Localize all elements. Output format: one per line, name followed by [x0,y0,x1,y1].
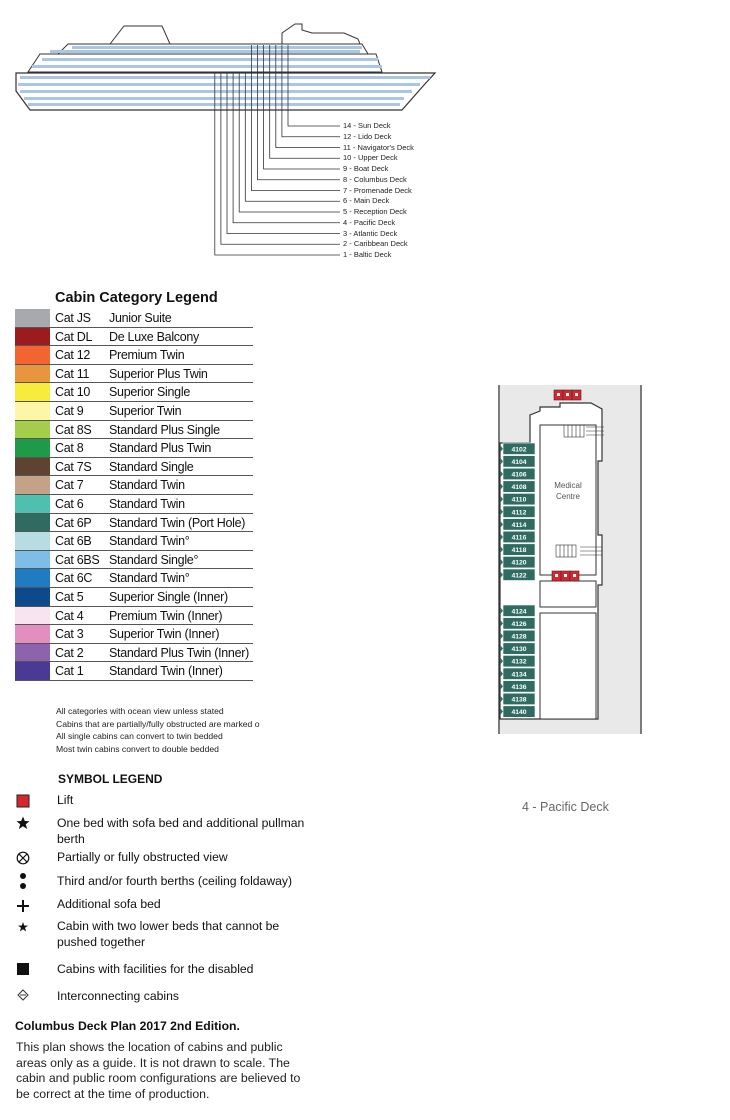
category-swatch [15,402,50,420]
category-swatch [15,495,50,513]
deck-label: 4 - Pacific Deck [343,217,396,227]
cabin-number: 4130 [511,646,527,654]
legend-row [15,439,253,458]
deck-label: 5 - Reception Deck [343,207,407,216]
black-square-icon [13,959,33,979]
category-name: Superior Twin (Inner) [109,627,220,642]
category-code: Cat 5 [55,590,84,604]
plus-icon [13,896,33,916]
category-code: Cat 4 [55,608,84,623]
deck-label: 2 - Caribbean Deck [343,239,408,249]
category-swatch [15,365,50,383]
legend-row [15,551,253,570]
note-obstructed: Cabins that are partially/fully obstructed are marked o [56,718,260,729]
category-swatch [15,514,50,532]
cabin-number: 4110 [511,496,527,504]
category-code: Cat 11 [55,366,90,381]
category-code: Cat 6B [55,534,92,549]
cabin-number: 4122 [511,572,527,580]
category-name: Standard Single° [109,552,199,567]
legend-row [15,383,253,402]
category-name: Superior Single [109,385,190,400]
asterisk-icon [13,917,33,937]
legend-row [15,607,253,626]
category-swatch [15,625,50,643]
category-code: Cat 2 [55,645,84,660]
two-dots-icon [13,871,33,891]
mid-superstructure [28,54,382,72]
cabin-number: 4104 [511,458,527,466]
category-code: Cat 7 [55,478,84,493]
deck-stripe [42,58,378,61]
category-swatch [15,662,50,680]
symbol-text-interconnecting: Interconnecting cabins [57,989,179,1003]
category-swatch [15,588,50,606]
symbol-text-sofa-pullman: One bed with sofa bed and additional pullman berth [57,816,305,846]
category-code: Cat 10 [55,385,91,400]
legend-row [15,421,253,440]
category-swatch [15,551,50,569]
cabin-number: 4108 [511,484,527,492]
deck-plan-caption: 4 - Pacific Deck [522,800,609,814]
legend-row [15,662,253,681]
funnel [110,26,170,44]
bridge-mast [282,24,360,44]
cabin-number: 4136 [511,683,527,691]
deck-label: 14 - Sun Deck [343,121,391,130]
legend-row [15,476,253,495]
ship-hull [16,24,435,110]
medical-label-1: Medical [554,481,582,490]
category-name: Standard Plus Twin (Inner) [109,645,249,660]
category-name: Superior Plus Twin [109,366,208,381]
category-swatch [15,439,50,457]
legend-row [15,328,253,347]
deck-stripe [18,83,420,86]
category-name: Standard Plus Single [109,422,220,437]
symbol-text-disabled: Cabins with facilities for the disabled [57,962,254,976]
cabin-number: 4102 [511,446,527,454]
symbol-text-sofa-bed: Additional sofa bed [57,897,161,911]
legend-notes [56,705,260,755]
category-name: De Luxe Balcony [109,329,200,344]
deck-stripe [32,65,382,68]
category-code: Cat 6 [55,497,84,511]
deck-label: 1 - Baltic Deck [343,250,392,259]
category-name: Standard Single [109,459,194,474]
category-swatch [15,309,50,327]
category-code: Cat 6BS [55,552,100,567]
category-name: Standard Plus Twin [109,441,212,456]
legend-row [15,309,253,328]
category-code: Cat JS [55,311,91,325]
lift-square-icon [13,791,33,811]
legend-row [15,588,253,607]
legend-title: Cabin Category Legend [55,290,218,306]
category-code: Cat 8S [55,422,92,437]
cabin-number: 4118 [511,547,527,555]
legend-row [15,532,253,551]
medical-label-2: Centre [555,492,581,501]
cabin-number: 4112 [511,509,527,517]
category-name: Standard Twin [109,478,185,493]
category-swatch [15,569,50,587]
cabin-number: 4140 [511,709,527,717]
legend-row [15,495,253,514]
legend-row [15,365,253,384]
lift-lobby [540,581,596,607]
note-ocean-view: All categories with ocean view unless stated [56,706,224,716]
deck-label: 10 - Upper Deck [343,153,398,163]
disclaimer-text: This plan shows the location of cabins and public areas only as a guide. It is not drawn to scale. The cabin and public room configurations are believed to be correct at the time of production. [16,1040,301,1101]
category-code: Cat 12 [55,348,91,363]
lift-bank-top [554,390,581,400]
legend-row [15,644,253,663]
cabin-number: 4124 [511,608,527,616]
legend-row [15,346,253,365]
cabin-number: 4132 [511,658,527,666]
cabin-number: 4114 [511,521,527,529]
lift-bank-mid [552,571,579,581]
legend-row [15,402,253,421]
deck-label: 8 - Columbus Deck [343,174,407,184]
category-name: Standard Twin [109,497,185,511]
category-name: Junior Suite [109,311,172,325]
category-name: Superior Twin [109,404,182,418]
deck-label: 11 - Navigator's Deck [343,142,414,152]
cabin-number: 4116 [511,534,527,542]
deck-label: 6 - Main Deck [343,196,390,206]
category-name: Standard Twin (Port Hole) [109,515,246,530]
deck-label: 3 - Atlantic Deck [343,228,398,238]
category-code: Cat 9 [55,404,84,418]
legend-row [15,625,253,644]
symbol-text-berths: Third and/or fourth berths (ceiling foldaway) [57,874,293,888]
category-name: Standard Twin° [109,534,190,549]
edition-title: Columbus Deck Plan 2017 2nd Edition. [15,1019,240,1033]
symbol-legend-title: SYMBOL LEGEND [58,772,163,786]
category-swatch [15,644,50,662]
category-name: Standard Twin° [109,571,190,586]
deck-stripe [24,97,404,100]
deck-stripe [28,103,400,106]
deck-plan-diagram [498,385,644,737]
category-code: Cat 7S [55,459,92,474]
category-code: Cat 3 [55,627,84,642]
category-code: Cat 6C [55,571,93,586]
cabin-number: 4138 [511,696,527,704]
category-code: Cat 6P [55,515,92,530]
star-icon [13,813,33,833]
cabin-number: 4128 [511,633,527,641]
symbol-text-obstructed: Partially or fully obstructed view [57,850,228,864]
legend-row [15,458,253,477]
category-name: Premium Twin (Inner) [109,608,223,623]
deck-label: 7 - Promenade Deck [343,185,412,195]
note-twin-convert: Most twin cabins convert to double bedded [56,743,219,754]
legend-row [15,514,253,533]
deck-stripe [20,90,412,93]
category-swatch [15,476,50,494]
interconnecting-icon [13,985,33,1005]
circle-cross-icon [13,848,33,868]
category-swatch [15,421,50,439]
symbol-text-lift: Lift [57,793,74,807]
category-swatch [15,532,50,550]
cabin-number: 4106 [511,471,527,479]
cabin-list [500,443,535,717]
category-swatch [15,328,50,346]
cabin-number: 4134 [511,671,527,679]
legend-row [15,569,253,588]
cabin-number: 4120 [511,559,527,567]
cabin-number: 4126 [511,620,527,628]
category-swatch [15,458,50,476]
category-code: Cat 8 [55,441,84,456]
category-code: Cat 1 [55,664,84,679]
deck-label: 9 - Boat Deck [343,164,389,173]
service-room [540,613,596,719]
category-name: Standard Twin (Inner) [109,664,223,679]
note-single-convert: All single cabins can convert to twin bedded [56,731,223,741]
deck-label: 12 - Lido Deck [343,131,392,141]
deck-stripe [50,50,360,53]
category-code: Cat DL [55,329,93,344]
category-swatch [15,607,50,625]
category-swatch [15,346,50,364]
category-name: Superior Single (Inner) [109,590,228,604]
category-swatch [15,383,50,401]
deck-stripe [72,46,362,49]
symbol-text-lower-beds: Cabin with two lower beds that cannot be pushed together [57,919,280,949]
category-name: Premium Twin [109,348,185,363]
deck-stripe [20,76,430,79]
